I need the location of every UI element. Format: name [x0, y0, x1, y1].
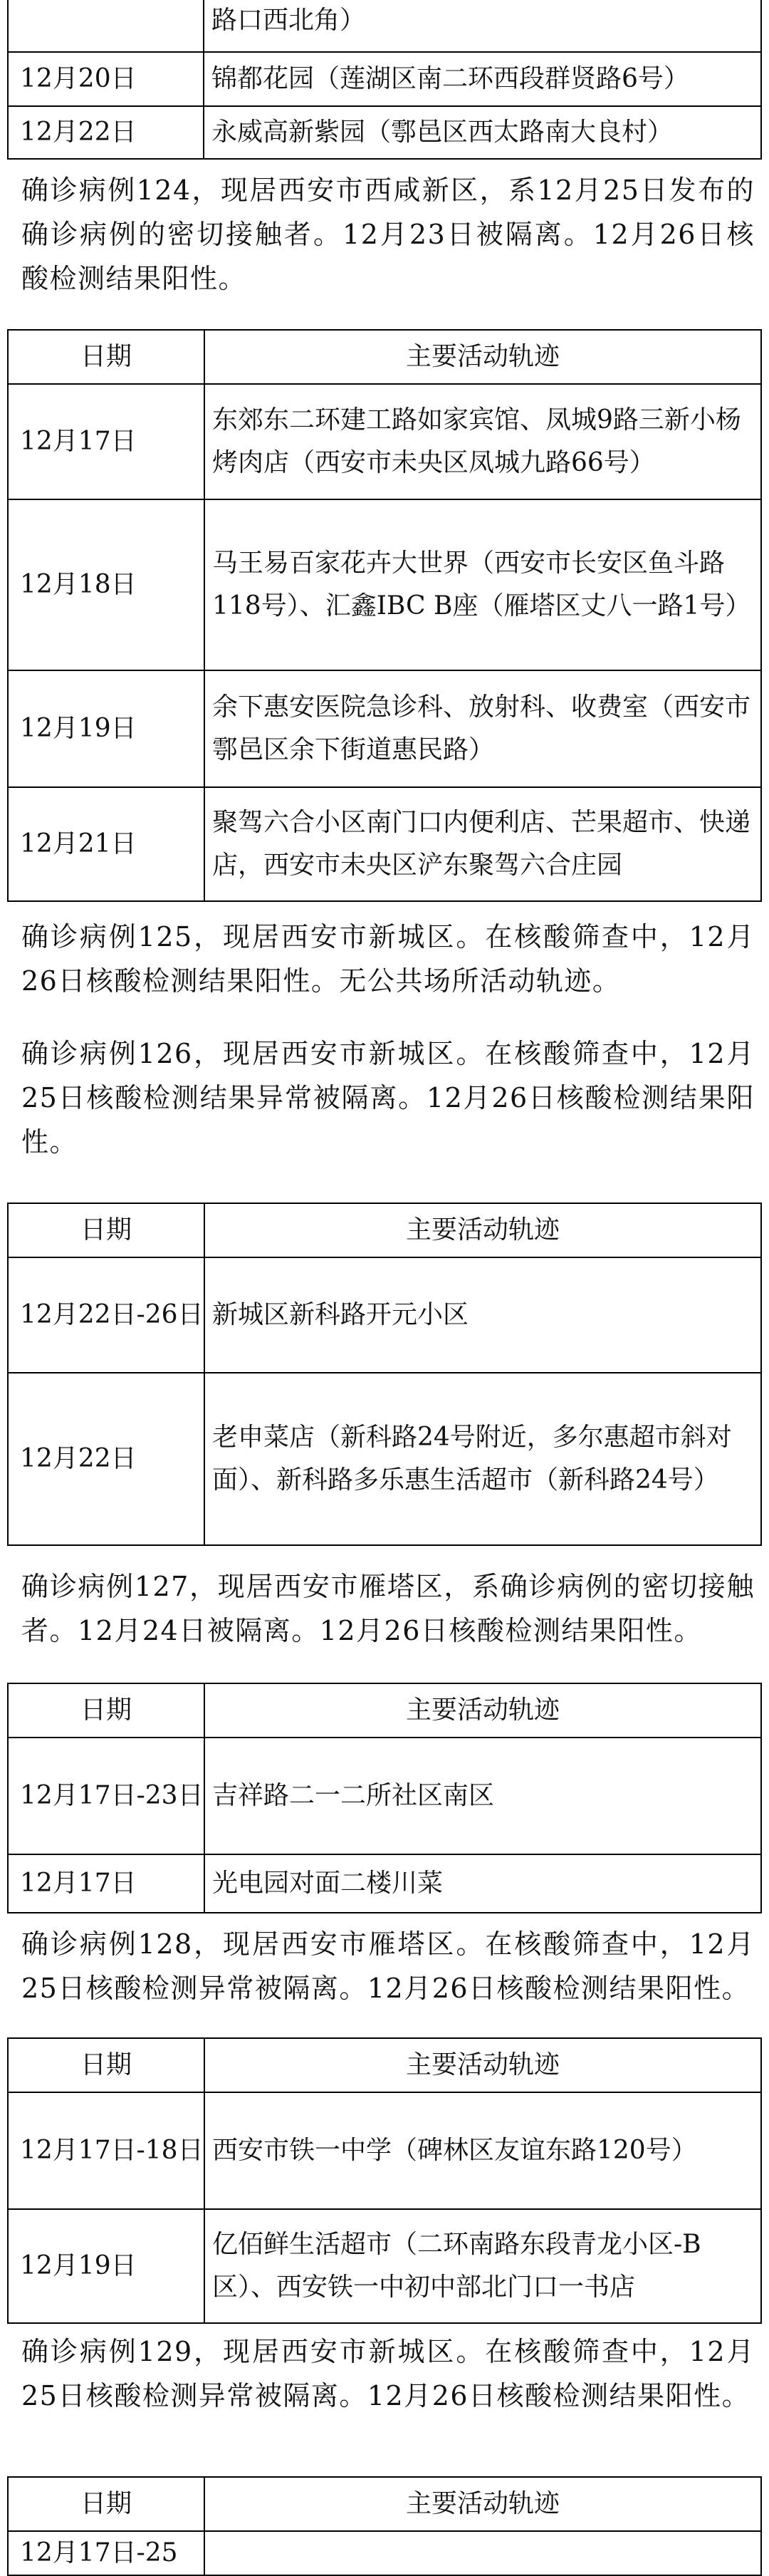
activity-cell: 永威高新紫园（鄠邑区西太路南大良村） — [204, 106, 761, 159]
table-row — [8, 384, 761, 499]
case-paragraph-128: 确诊病例128，现居西安市雁塔区。在核酸筛查中，12月25日核酸检测异常被隔离。12月26日核酸检测结果阳性。 — [21, 1928, 755, 2004]
activity-cell: 东郊东二环建工路如家宾馆、凤城9路三新小杨烤肉店（西安市未央区凤城九路66号） — [204, 384, 761, 499]
table-header-row — [8, 1203, 761, 1257]
activity-table-129 — [7, 2476, 762, 2576]
header-date: 日期 — [8, 330, 204, 384]
activity-cell: 余下惠安医院急诊科、放射科、收费室（西安市鄠邑区余下街道惠民路） — [204, 670, 761, 787]
date-cell: 12月17日-18日 — [8, 2092, 204, 2209]
date-cell: 12月17日-25 — [8, 2531, 204, 2575]
activity-table-126 — [7, 1203, 762, 1546]
table-row — [8, 2531, 761, 2575]
header-date: 日期 — [8, 2038, 204, 2092]
table-header-row — [8, 330, 761, 384]
case-paragraph-127: 确诊病例127，现居西安市雁塔区，系确诊病例的密切接触者。12月24日被隔离。12月26日核酸检测结果阳性。 — [21, 1571, 755, 1646]
case-paragraph-126: 确诊病例126，现居西安市新城区。在核酸筛查中，12月25日核酸检测结果异常被隔离。12月26日核酸检测结果阳性。 — [21, 1038, 755, 1158]
date-cell — [8, 0, 204, 52]
table-row — [8, 1738, 761, 1854]
activity-cell: 马王易百家花卉大世界（西安市长安区鱼斗路118号）、汇鑫IBC B座（雁塔区丈八一路1号） — [204, 499, 761, 670]
activity-cell: 西安市铁一中学（碑林区友谊东路120号） — [204, 2092, 761, 2209]
activity-table-top — [7, 0, 762, 160]
table-row — [8, 787, 761, 901]
header-activity: 主要活动轨迹 — [204, 2477, 761, 2531]
activity-cell: 老申菜店（新科路24号附近，多尔惠超市斜对面）、新科路多乐惠生活超市（新科路24号） — [204, 1373, 761, 1545]
table-row — [8, 0, 761, 52]
date-cell: 12月22日 — [8, 106, 204, 159]
activity-cell: 吉祥路二一二所社区南区 — [204, 1738, 761, 1854]
case-paragraph-129: 确诊病例129，现居西安市新城区。在核酸筛查中，12月25日核酸检测异常被隔离。12月26日核酸检测结果阳性。 — [21, 2336, 755, 2411]
date-cell: 12月17日 — [8, 384, 204, 499]
activity-cell: 聚驾六合小区南门口内便利店、芒果超市、快递店，西安市未央区浐东聚驾六合庄园 — [204, 787, 761, 901]
date-cell: 12月22日 — [8, 1373, 204, 1545]
date-cell: 12月17日-23日 — [8, 1738, 204, 1854]
date-cell: 12月19日 — [8, 670, 204, 787]
table-header-row — [8, 2477, 761, 2531]
activity-cell: 光电园对面二楼川菜 — [204, 1854, 761, 1913]
header-activity: 主要活动轨迹 — [204, 1683, 761, 1738]
date-cell: 12月19日 — [8, 2209, 204, 2323]
activity-cell: 新城区新科路开元小区 — [204, 1257, 761, 1373]
date-cell: 12月20日 — [8, 52, 204, 106]
header-date: 日期 — [8, 1683, 204, 1738]
activity-table-128 — [7, 2037, 762, 2324]
table-row — [8, 670, 761, 787]
header-activity: 主要活动轨迹 — [204, 330, 761, 384]
table-row — [8, 1257, 761, 1373]
table-header-row — [8, 2038, 761, 2092]
header-date: 日期 — [8, 1203, 204, 1257]
activity-cell — [204, 2531, 761, 2575]
table-row — [8, 2092, 761, 2209]
table-row — [8, 499, 761, 670]
activity-table-124 — [7, 329, 762, 902]
table-row — [8, 2209, 761, 2323]
activity-cell: 亿佰鲜生活超市（二环南路东段青龙小区-B区）、西安铁一中初中部北门口一书店 — [204, 2209, 761, 2323]
case-paragraph-125: 确诊病例125，现居西安市新城区。在核酸筛查中，12月26日核酸检测结果阳性。无公共场所活动轨迹。 — [21, 921, 755, 997]
date-cell: 12月17日 — [8, 1854, 204, 1913]
table-header-row — [8, 1683, 761, 1738]
header-date: 日期 — [8, 2477, 204, 2531]
activity-cell: 锦都花园（莲湖区南二环西段群贤路6号） — [204, 52, 761, 106]
case-paragraph-124: 确诊病例124，现居西安市西咸新区，系12月25日发布的确诊病例的密切接触者。12月23日被隔离。12月26日核酸检测结果阳性。 — [21, 175, 755, 294]
header-activity: 主要活动轨迹 — [204, 1203, 761, 1257]
activity-cell: 路口西北角） — [204, 0, 761, 52]
table-row — [8, 52, 761, 106]
date-cell: 12月22日-26日 — [8, 1257, 204, 1373]
date-cell: 12月18日 — [8, 499, 204, 670]
activity-table-127 — [7, 1683, 762, 1913]
date-cell: 12月21日 — [8, 787, 204, 901]
table-row — [8, 1854, 761, 1913]
table-row — [8, 1373, 761, 1545]
table-row — [8, 106, 761, 159]
header-activity: 主要活动轨迹 — [204, 2038, 761, 2092]
